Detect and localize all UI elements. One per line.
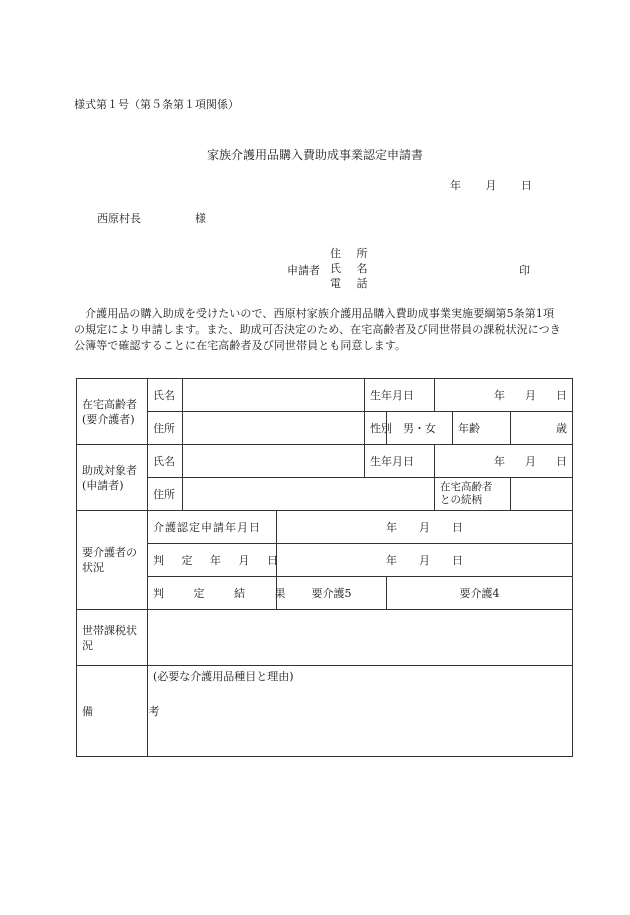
remarks-section-label: 備 考 bbox=[77, 666, 148, 757]
elderly-birth-field[interactable] bbox=[435, 379, 573, 412]
subject-address-field[interactable] bbox=[183, 478, 435, 511]
applicant-label: 申請者 bbox=[287, 264, 320, 277]
applicant-address-label: 住 所 bbox=[330, 247, 374, 260]
consent-paragraph: 介護用品の購入助成を受けたいので、西原村家族介護用品購入費助成事業実施要綱第5条第1項の規定により申請します。また、助成可否決定のため、在宅高齢者及び同世帯員の課税状況につき公簿等で確認することに在宅高齢者及び同世帯員とも同意します。 bbox=[74, 307, 561, 352]
elderly-sex-options[interactable]: 男・女 bbox=[387, 412, 453, 445]
subject-name-label: 氏名 bbox=[148, 445, 183, 478]
elderly-row-2 bbox=[77, 412, 573, 445]
ymd-month: 月 bbox=[419, 554, 430, 567]
subject-birth-field[interactable] bbox=[435, 445, 573, 478]
document-title: 家族介護用品購入費助成事業認定申請書 bbox=[206, 148, 423, 162]
elderly-name-field[interactable] bbox=[183, 379, 365, 412]
date-day-label: 日 bbox=[521, 179, 532, 192]
care-row-2 bbox=[77, 544, 573, 577]
subject-name-field[interactable] bbox=[183, 445, 365, 478]
elderly-section-label: 在宅高齢者 (要介護者) bbox=[77, 379, 148, 445]
age-unit: 歳 bbox=[556, 422, 567, 435]
care-row-1 bbox=[77, 511, 573, 544]
applicant-fields bbox=[330, 246, 374, 291]
tax-section-label: 世帯課税状況 bbox=[77, 610, 148, 666]
elderly-age-field[interactable] bbox=[511, 412, 573, 445]
care-level-4-option[interactable]: 要介護4 bbox=[387, 577, 573, 610]
ymd-day: 日 bbox=[452, 521, 463, 534]
elderly-name-label: 氏名 bbox=[148, 379, 183, 412]
ymd-year: 年 bbox=[386, 554, 397, 567]
subject-row-2 bbox=[77, 478, 573, 511]
addressee-name: 西原村長 bbox=[97, 212, 141, 225]
applicant-name-label: 氏 名 bbox=[330, 262, 374, 275]
judgment-date-label: 判 定 年 月 日 bbox=[148, 544, 277, 577]
tax-field[interactable] bbox=[148, 610, 573, 666]
remarks-hint: (必要な介護用品種目と理由) bbox=[153, 670, 294, 683]
judgment-date-field[interactable] bbox=[277, 544, 573, 577]
remarks-row bbox=[77, 666, 573, 757]
tax-row bbox=[77, 610, 573, 666]
seal-mark: 印 bbox=[519, 264, 530, 277]
elderly-age-label: 年齢 bbox=[453, 412, 511, 445]
submission-date bbox=[450, 177, 532, 193]
ymd-month: 月 bbox=[419, 521, 430, 534]
date-month-label: 月 bbox=[485, 179, 497, 192]
ymd-year: 年 bbox=[494, 455, 505, 468]
subject-section-label: 助成対象者 (申請者) bbox=[77, 445, 148, 511]
ymd-month: 月 bbox=[525, 455, 536, 468]
form-number: 様式第１号（第５条第１項関係） bbox=[74, 98, 239, 111]
subject-birth-label: 生年月日 bbox=[365, 445, 435, 478]
ymd-day: 日 bbox=[452, 554, 463, 567]
applicant-phone-label: 電 話 bbox=[330, 277, 374, 290]
subject-relation-label: 在宅高齢者 との続柄 bbox=[435, 478, 511, 511]
ymd-year: 年 bbox=[494, 389, 505, 402]
ymd-day: 日 bbox=[556, 455, 567, 468]
addressee bbox=[97, 210, 206, 226]
judgment-result-label: 判 定 結 果 bbox=[148, 577, 277, 610]
ymd-month: 月 bbox=[525, 389, 536, 402]
care-section-label: 要介護者の 状況 bbox=[77, 511, 148, 610]
ymd-year: 年 bbox=[386, 521, 397, 534]
application-table bbox=[76, 378, 573, 757]
elderly-sex-label: 性別 bbox=[365, 412, 387, 445]
date-year-label: 年 bbox=[450, 179, 461, 192]
elderly-address-label: 住所 bbox=[148, 412, 183, 445]
elderly-row-1 bbox=[77, 379, 573, 412]
remarks-field[interactable] bbox=[148, 666, 573, 757]
subject-relation-field[interactable] bbox=[511, 478, 573, 511]
care-level-5-option[interactable]: 要介護5 bbox=[277, 577, 387, 610]
subject-address-label: 住所 bbox=[148, 478, 183, 511]
ymd-day: 日 bbox=[556, 389, 567, 402]
care-row-3 bbox=[77, 577, 573, 610]
cert-date-field[interactable] bbox=[277, 511, 573, 544]
cert-date-label: 介護認定申請年月日 bbox=[148, 511, 277, 544]
subject-row-1 bbox=[77, 445, 573, 478]
elderly-address-field[interactable] bbox=[183, 412, 365, 445]
addressee-honorific: 様 bbox=[195, 212, 206, 225]
elderly-birth-label: 生年月日 bbox=[365, 379, 435, 412]
